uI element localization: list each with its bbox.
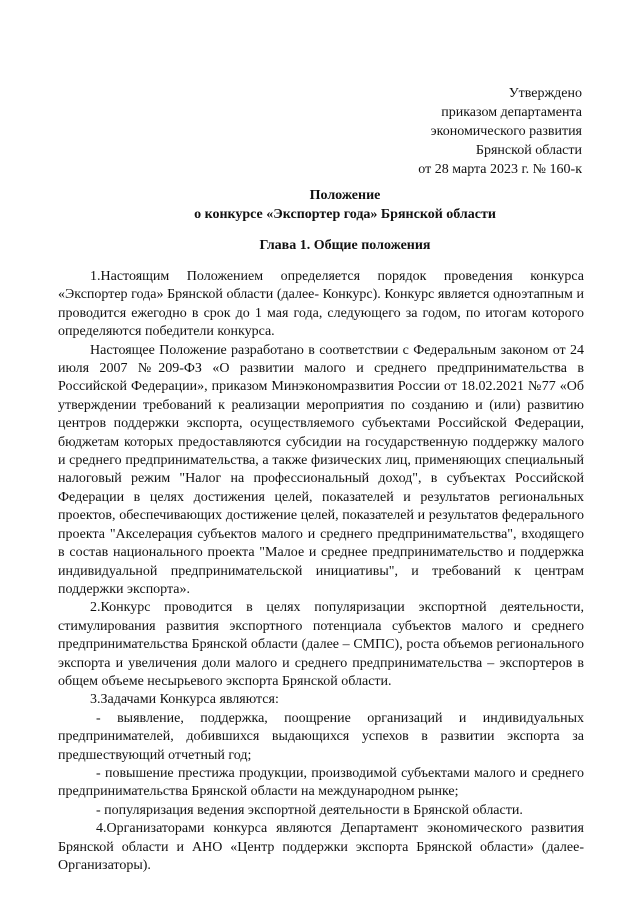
document-subtitle: о конкурсе «Экспортер года» Брянской области: [194, 207, 496, 222]
approval-line: от 28 марта 2023 г. № 160-к: [418, 162, 582, 177]
approval-line: Брянской области: [475, 143, 582, 158]
list-item-1: - выявление, поддержка, поощрение организаций и индивидуальных предпринимателей, добившихся выдающихся успехов в развитии экспорта за предшествующий отчетный год;: [58, 710, 584, 763]
approval-stamp: [418, 84, 582, 179]
document-body: [58, 268, 584, 875]
approval-line: приказом департамента: [441, 105, 582, 120]
chapter-heading: Глава 1. Общие положения: [259, 238, 431, 253]
list-item-2: - повышение престижа продукции, производимой субъектами малого и среднего предпринимательства Брянской области на международном рынке;: [58, 765, 584, 800]
paragraph-2: Настоящее Положение разработано в соответствии с Федеральным законом от 24 июля 2007 №209-ФЗ «О развитии малого и среднего предпринимательства в Российской Федерации», приказом Минэкономразвития России от 18.02.2021 №77 «Об утверждении требований к реализации мероприятия по созданию и (или) развитию центров поддержки экспорта, осуществляемого субъектами Российской Федерации, бюджетам которых предоставляются субсидии на государственную поддержку малого и среднего предпринимательства, а также физических лиц, применяющих специальный налоговый режим "Налог на профессиональный доход", в субъектах Российской Федерации в целях достижения целей, показателей и результатов региональных проектов, обеспечивающих достижение целей, показателей и результатов федерального проекта "Акселерация субъектов малого и среднего предпринимательства", входящего в состав национального проекта "Малое и среднее предпринимательство и поддержка индивидуальной предпринимательской инициативы", и требований к центрам поддержки экспорта».: [58, 342, 584, 597]
approval-line: Утверждено: [508, 86, 582, 101]
paragraph-5: 4.Организаторами конкурса являются Департамент экономического развития Брянской области и АНО «Центр поддержки экспорта Брянской области» (далее- Организаторы).: [58, 821, 584, 873]
paragraph-1: 1.Настоящим Положением определяется порядок проведения конкурса «Экспортер года» Брянской области (далее- Конкурс). Конкурс является одноэтапным и проводится ежегодно в срок до 1 мая года, следующего за годом, по итогам которого определяются победители конкурса.: [58, 269, 584, 340]
paragraph-4: 3.Задачами Конкурса являются:: [90, 692, 279, 708]
list-item-3: - популяризация ведения экспортной деятельности в Брянской области.: [96, 802, 523, 818]
paragraph-3: 2.Конкурс проводится в целях популяризации экспортной деятельности, стимулирования развития экспортного потенциала субъектов малого и среднего предпринимательства Брянской области (далее – СМПС), роста объемов регионального экспорта и увеличения доли малого и среднего предпринимательства – экспортеров в общем объеме несырьевого экспорта Брянской области.: [58, 600, 584, 689]
document-title: Положение: [309, 188, 381, 203]
approval-line: экономического развития: [430, 124, 582, 139]
